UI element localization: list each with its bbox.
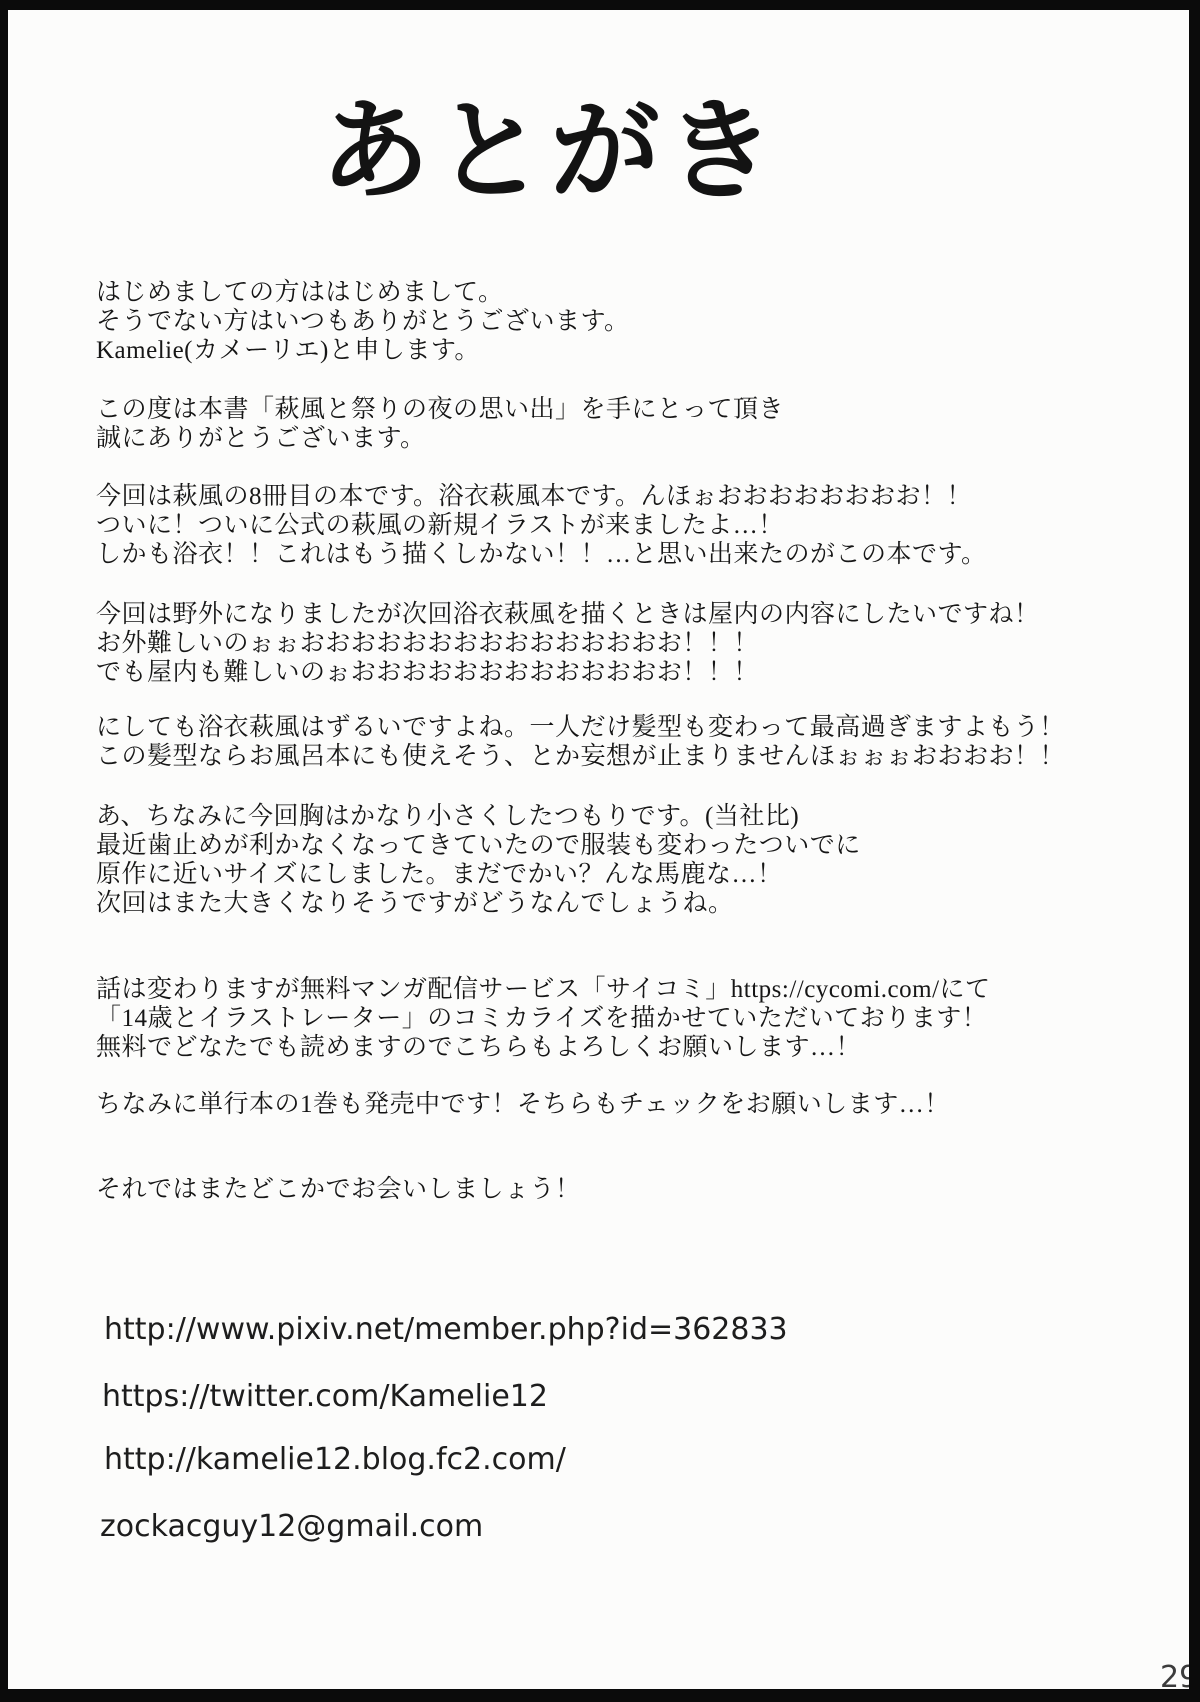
text-line: ついに！ついに公式の萩風の新規イラストが来ましたよ…！ [96, 512, 784, 539]
text-line: ちなみに単行本の1巻も発売中です！そちらもチェックをお願いします…！ [96, 1091, 950, 1118]
text-line: この度は本書「萩風と祭りの夜の思い出」を手にとって頂き [96, 396, 785, 423]
paragraph-farewell [96, 1175, 581, 1204]
text-line: 原作に近いサイズにしました。まだでかい？んな馬鹿な…！ [96, 861, 783, 888]
text-line: 誠にありがとうございます。 [96, 425, 426, 452]
paragraph-tankobon [96, 1090, 950, 1119]
page-title: あとがき [320, 87, 780, 215]
text-line: しかも浴衣！！これはもう描くしかない！！…と思い出来たのがこの本です。 [96, 541, 987, 568]
paragraph-cycomi [96, 975, 991, 1062]
text-line: 最近歯止めが利かなくなってきていたので服装も変わったついでに [96, 832, 861, 859]
text-line: Kamelie(カメーリエ)と申します。 [96, 337, 480, 364]
page-number: 29 [1160, 1660, 1199, 1695]
paragraph-size-note [96, 802, 861, 918]
text-line: でも屋内も難しいのぉおおおおおおおおおおおおお！！！ [96, 659, 759, 686]
text-line: 次回はまた大きくなりそうですがどうなんでしょうね。 [96, 890, 734, 917]
paragraph-greeting [96, 278, 630, 365]
pixiv-url: http://www.pixiv.net/member.php?id=362833 [104, 1312, 788, 1347]
text-line: 今回は野外になりましたが次回浴衣萩風を描くときは屋内の内容にしたいですね！ [96, 601, 1040, 628]
text-line: この髪型ならお風呂本にも使えそう、とか妄想が止まりませんほぉぉぉおおおお！！ [96, 743, 1066, 770]
text-line: 今回は萩風の8冊目の本です。浴衣萩風本です。んほぉおおおおおおおお！！ [96, 483, 973, 510]
text-line: にしても浴衣萩風はずるいですよね。一人だけ髪型も変わって最高過ぎますよもう！ [96, 714, 1065, 741]
twitter-url: https://twitter.com/Kamelie12 [102, 1379, 548, 1414]
paragraph-outdoor-indoor [96, 600, 1040, 687]
text-line: はじめましての方ははじめまして。 [96, 279, 504, 306]
text-line: それではまたどこかでお会いしましょう！ [96, 1176, 581, 1203]
paragraph-hairstyle [96, 713, 1065, 771]
text-line: 「14歳とイラストレーター」のコミカライズを描かせていただいております！ [96, 1005, 988, 1032]
email-address: zockacguy12@gmail.com [100, 1509, 484, 1544]
text-line: 無料でどなたでも読めますのでこちらもよろしくお願いします…！ [96, 1034, 862, 1061]
paragraph-thanks [96, 395, 784, 453]
text-line: 話は変わりますが無料マンガ配信サービス「サイコミ」https://cycomi.com/にて [96, 976, 991, 1003]
blog-url: http://kamelie12.blog.fc2.com/ [104, 1442, 566, 1477]
text-line: あ、ちなみに今回胸はかなり小さくしたつもりです。(当社比) [96, 803, 800, 830]
text-line: そうでない方はいつもありがとうございます。 [96, 308, 630, 335]
text-line: お外難しいのぉぉおおおおおおおおおおおおおおお！！！ [96, 630, 759, 657]
paragraph-book-intro [96, 482, 987, 569]
